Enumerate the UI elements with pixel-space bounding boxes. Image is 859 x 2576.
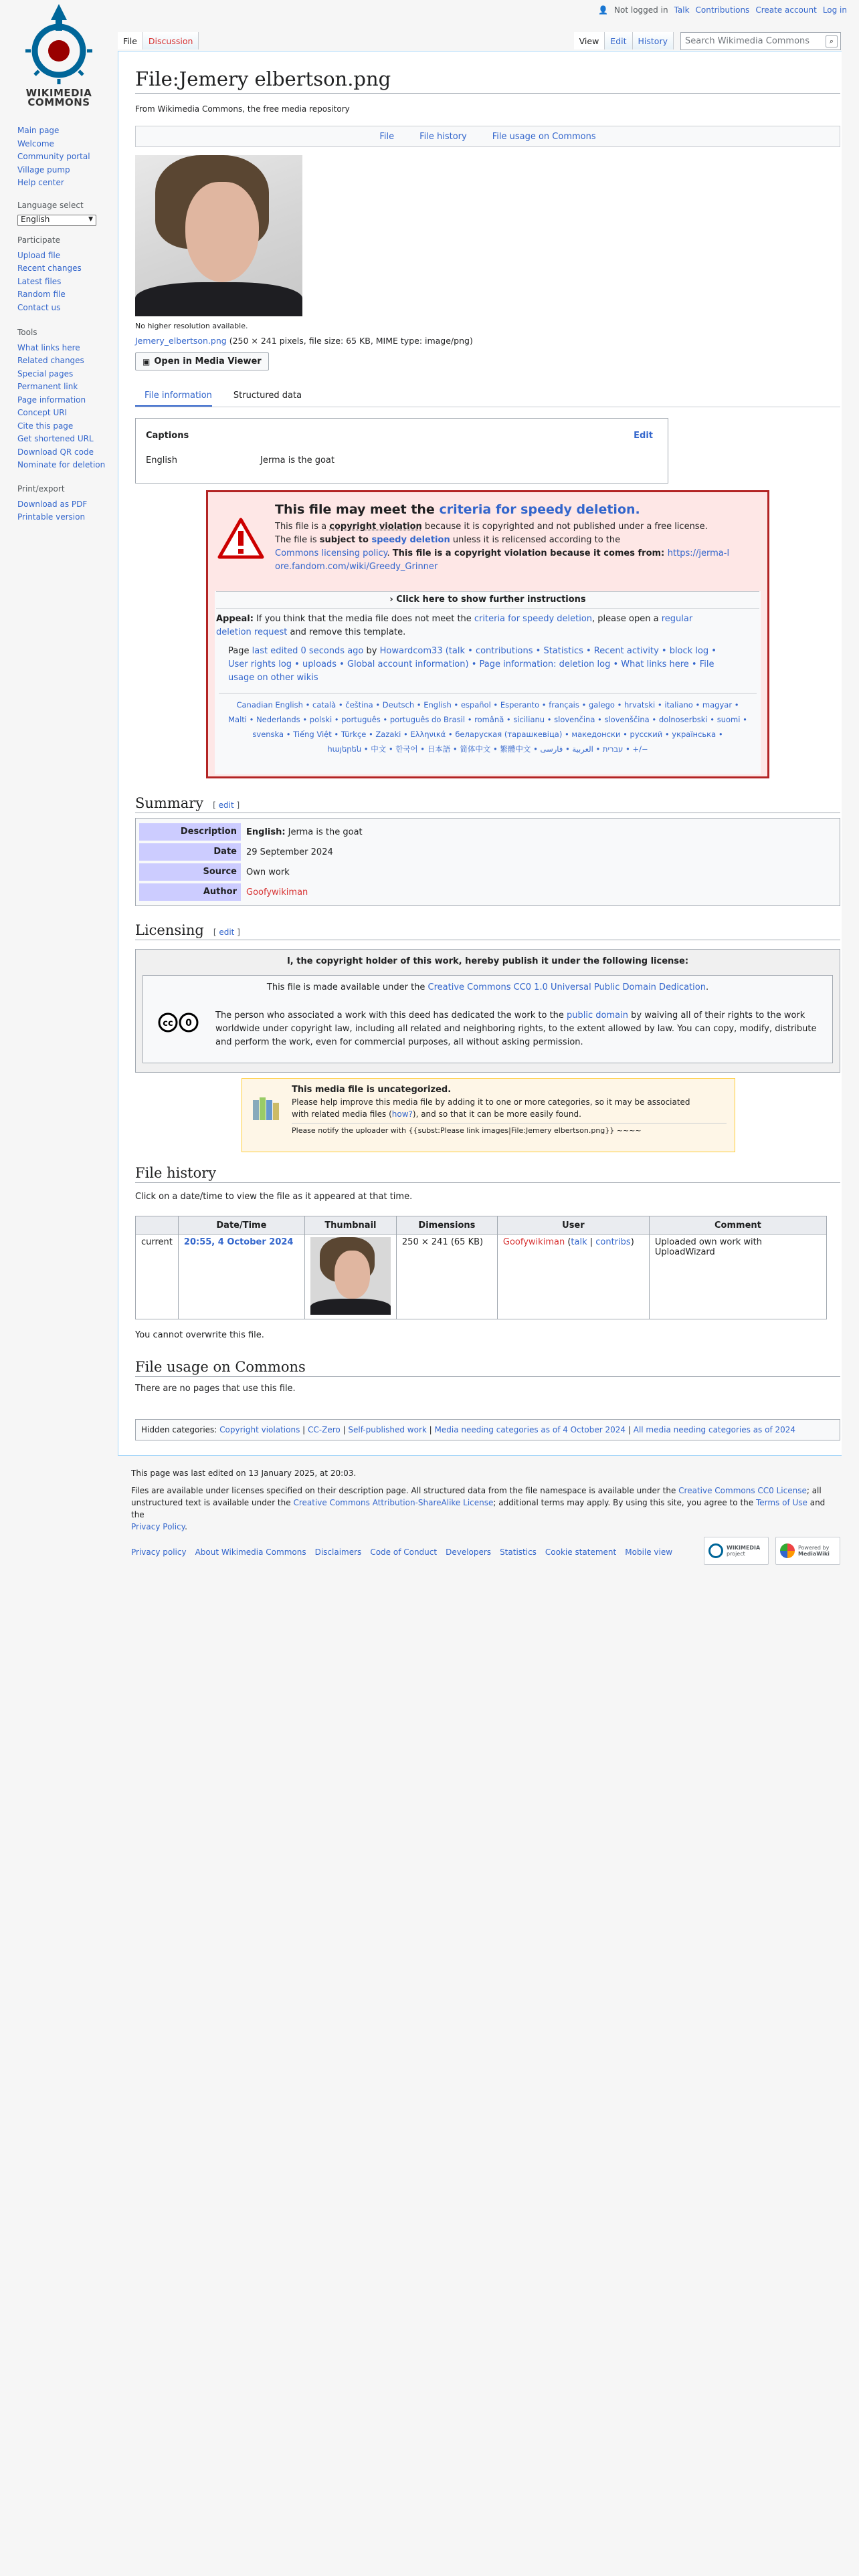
appeal-text: Appeal: If you think that the media file does not meet the criteria for speedy deletion, please open a regular deletion request and remove this template. xyxy=(216,608,759,639)
uncat-title: This media file is uncategorized. xyxy=(292,1085,452,1095)
tool-special-pages[interactable]: Special pages xyxy=(17,368,74,379)
file-info xyxy=(135,336,842,346)
site-logo[interactable] xyxy=(21,0,96,106)
licensing-policy-link[interactable]: Commons licensing policy xyxy=(275,548,387,558)
captions-title: Captions xyxy=(146,431,189,441)
nav-upload-file[interactable]: Upload file xyxy=(17,250,61,260)
uncat-line2: with related media files (how?), and so that it can be more easily found. xyxy=(292,1109,581,1119)
footer-disclaimers[interactable]: Disclaimers xyxy=(314,1547,362,1557)
caption-text: Jerma is the goat xyxy=(260,455,335,465)
history-contribs-link[interactable]: contribs xyxy=(595,1237,631,1247)
nav-contact-us[interactable]: Contact us xyxy=(17,302,61,312)
structured-tabs xyxy=(135,391,840,407)
captions-edit-button[interactable]: Edit xyxy=(634,431,653,441)
history-status: current xyxy=(136,1235,179,1319)
print-download-pdf[interactable]: Download as PDF xyxy=(17,499,88,509)
uncat-notify: Please notify the uploader with {{subst:Please link images|File:Jemery elbertson.png}} ~~~~ xyxy=(292,1123,727,1137)
footer-developers[interactable]: Developers xyxy=(446,1547,492,1557)
source-url-link-cont[interactable]: ore.fandom.com/wiki/Greedy_Grinner xyxy=(275,562,438,572)
nav-random-file[interactable]: Random file xyxy=(17,290,66,299)
history-thumbnail[interactable] xyxy=(310,1237,391,1315)
public-domain-link[interactable]: public domain xyxy=(567,1010,628,1021)
nav-recent-changes[interactable]: Recent changes xyxy=(17,263,82,273)
toc-file-usage[interactable]: File usage on Commons xyxy=(492,131,596,142)
file-image[interactable] xyxy=(135,155,302,316)
no-higher-res-note: No higher resolution available. xyxy=(135,322,248,330)
license-header: I, the copyright holder of this work, hereby publish it under the following license: xyxy=(286,956,689,966)
wikimedia-badge[interactable]: WIKIMEDIA project xyxy=(704,1537,769,1565)
mediawiki-logo-icon xyxy=(780,1543,795,1558)
nav-portal xyxy=(17,124,111,190)
history-user-link[interactable]: Goofywikiman xyxy=(502,1237,565,1247)
chevron-right-icon: › xyxy=(389,595,393,605)
tab-file-information[interactable]: File information xyxy=(135,391,212,407)
footer xyxy=(131,1467,840,1558)
speedy-criteria-link[interactable]: criteria for speedy deletion. xyxy=(439,502,640,517)
author-link[interactable]: Goofywikiman xyxy=(246,887,308,897)
open-media-viewer-label: Open in Media Viewer xyxy=(154,356,262,366)
caption-lang: English xyxy=(146,455,177,465)
tool-related-changes[interactable]: Related changes xyxy=(17,356,84,365)
source-url-link[interactable]: https://jerma-l xyxy=(667,548,730,558)
speedy-line-2: The file is subject to speedy deletion unless it is relicensed according to the xyxy=(275,535,621,545)
not-logged-in: Not logged in xyxy=(614,5,668,15)
wikimedia-logo-icon xyxy=(708,1543,723,1558)
language-links xyxy=(219,693,757,756)
history-datetime-link[interactable]: 20:55, 4 October 2024 xyxy=(183,1237,294,1247)
category-link[interactable]: All media needing categories as of 2024 xyxy=(633,1425,796,1434)
tool-qr-code[interactable]: Download QR code xyxy=(17,447,94,457)
category-link[interactable]: Copyright violations xyxy=(219,1425,300,1434)
speedy-body xyxy=(275,503,757,574)
logo-text: WIKIMEDIA COMMONS xyxy=(25,87,92,108)
toc-file-history[interactable]: File history xyxy=(419,131,467,142)
summary-table xyxy=(135,818,840,906)
tool-page-information[interactable]: Page information xyxy=(17,395,86,405)
chevron-down-icon: ▼ xyxy=(88,216,93,223)
history-user: Goofywikiman (talk | contribs) xyxy=(497,1235,649,1319)
speedy-line-3: Commons licensing policy. This file is a copyright violation because it comes from: https://jerma-l xyxy=(275,548,730,558)
nav-help-center[interactable]: Help center xyxy=(17,178,64,187)
tab-file[interactable]: File xyxy=(118,32,143,49)
tab-view[interactable]: View xyxy=(574,32,605,49)
main-content xyxy=(118,51,842,1456)
speedy-details xyxy=(215,591,761,774)
participate-portal xyxy=(17,234,111,314)
footer-about[interactable]: About Wikimedia Commons xyxy=(195,1547,306,1557)
participate-heading: Participate xyxy=(17,235,61,245)
search-placeholder: Search Wikimedia Commons xyxy=(685,36,810,46)
tab-structured-data[interactable]: Structured data xyxy=(233,391,302,401)
print-heading: Print/export xyxy=(17,484,65,494)
summary-heading: Summary [ edit ] xyxy=(135,795,840,813)
personal-talk-link[interactable]: Talk xyxy=(674,5,690,15)
toc-file[interactable]: File xyxy=(379,131,395,142)
language-portal xyxy=(17,199,111,226)
history-talk-link[interactable]: talk xyxy=(571,1237,587,1247)
user-icon: 👤 xyxy=(598,5,609,15)
privacy-link[interactable]: Privacy Policy xyxy=(131,1522,185,1531)
speedy-title: This file may meet the criteria for speedy deletion. xyxy=(275,502,640,517)
cc0-license-link[interactable]: Creative Commons CC0 License xyxy=(678,1486,807,1495)
footer-badges xyxy=(704,1537,840,1565)
licensing-edit-link[interactable]: edit xyxy=(219,928,235,937)
footer-cookie-statement[interactable]: Cookie statement xyxy=(545,1547,617,1557)
search-input[interactable] xyxy=(680,32,841,50)
file-history-table: Date/Time Thumbnail Dimensions User Comment current 20:55, 4 October 2024 250 × 241 (65 KB) Goofywikiman (talk | contribs) Uploaded own work with UploadWizard xyxy=(135,1216,827,1319)
summary-row-date: Date 29 September 2024 xyxy=(139,843,836,861)
file-history-heading: File history xyxy=(135,1165,840,1183)
nav-welcome[interactable]: Welcome xyxy=(17,138,54,148)
cc0-link[interactable]: Creative Commons CC0 1.0 Universal Public Domain Dedication xyxy=(427,982,706,992)
cc0-line: This file is made available under the Creative Commons CC0 1.0 Universal Public Domain Dedication. xyxy=(266,982,709,992)
summary-edit-link[interactable]: edit xyxy=(218,800,234,810)
personal-contributions-link[interactable]: Contributions xyxy=(695,5,750,15)
language-links-line[interactable]: Canadian English • català • čeština • Deutsch • English • español • Esperanto • français • galego • hrvatski • italiano • magyar • xyxy=(236,700,739,710)
footer-code-of-conduct[interactable]: Code of Conduct xyxy=(370,1547,438,1557)
last-edited-link[interactable]: last edited 0 seconds ago xyxy=(252,646,364,656)
language-select[interactable] xyxy=(17,215,96,226)
footer-mobile-view[interactable]: Mobile view xyxy=(625,1547,673,1557)
license-inner xyxy=(142,975,833,1063)
file-usage-text: There are no pages that use this file. xyxy=(135,1384,296,1394)
how-link[interactable]: how? xyxy=(391,1109,413,1119)
tool-nominate-deletion[interactable]: Nominate for deletion xyxy=(17,460,106,469)
category-link[interactable]: CC-Zero xyxy=(308,1425,341,1434)
language-links-line[interactable]: հայերեն • 中文 • 한국어 • 日本語 • 简体中文 • 繁體中文 • עברית • العربية • فارسی • +/− xyxy=(327,744,648,754)
file-link[interactable]: Jemery_elbertson.png xyxy=(135,336,227,346)
speedy-line-1: This file is a copyright violation because it is copyrighted and not published under a free license. xyxy=(275,522,708,532)
captions-box xyxy=(135,418,668,484)
nav-latest-files[interactable]: Latest files xyxy=(17,276,62,286)
editor-user-link[interactable]: Howardcom33 xyxy=(379,646,443,656)
category-link[interactable]: Media needing categories as of 4 October 2024 xyxy=(434,1425,626,1434)
nav-main-page[interactable]: Main page xyxy=(17,126,60,135)
licensing-heading: Licensing [ edit ] xyxy=(135,922,840,940)
footer-privacy-policy[interactable]: Privacy policy xyxy=(131,1547,187,1557)
file-toc xyxy=(135,126,840,147)
site-subtitle: From Wikimedia Commons, the free media repository xyxy=(135,104,350,114)
file-usage-heading: File usage on Commons xyxy=(135,1359,840,1377)
svg-text:cc: cc xyxy=(163,1018,173,1029)
namespace-tabs xyxy=(118,32,199,49)
search-icon[interactable]: ⌕ xyxy=(826,35,838,47)
tab-history[interactable]: History xyxy=(633,32,674,49)
tools-heading: Tools xyxy=(17,328,37,337)
category-link[interactable]: Self-published work xyxy=(348,1425,427,1434)
tab-discussion[interactable]: Discussion xyxy=(143,32,199,49)
image-icon: ▣ xyxy=(142,356,151,366)
language-links-line[interactable]: svenska • Tiếng Việt • Türkçe • Zazaki • Ελληνικά • беларуская (тарашкевіца) • македонски • русский • українська • xyxy=(252,730,723,739)
tool-what-links-here[interactable]: What links here xyxy=(17,342,80,352)
speedy-meta: Page last edited 0 seconds ago by Howardcom33 (talk • contributions • Statistics • Recent activity • block log • User rights log • uploads • Global account information) • Page information: deletion log • What links here • File usage on other wikis xyxy=(228,646,717,683)
nav-village-pump[interactable]: Village pump xyxy=(17,165,70,175)
nav-community-portal[interactable]: Community portal xyxy=(17,152,90,161)
meta-links-line[interactable]: User rights log • uploads • Global account information) • Page information: deletion log • What links here • File xyxy=(228,659,714,669)
warning-icon xyxy=(217,518,264,559)
license-body: The person who associated a work with this deed has dedicated the work to the public domain by waiving all of their rights to the work worldwide under copyright law, including all related and neighboring rights, to the extent allowed by law. You can copy, modify, distribute and perform the work, even for commercial purposes, all without asking permission. xyxy=(215,1010,817,1047)
footer-last-edited: This page was last edited on 13 January 2025, at 20:03. xyxy=(131,1469,357,1478)
print-portal xyxy=(17,483,111,524)
file-history-intro: Click on a date/time to view the file as it appeared at that time. xyxy=(135,1192,413,1202)
speedy-deletion-notice xyxy=(206,490,769,778)
tab-edit[interactable]: Edit xyxy=(605,32,632,49)
print-printable-version[interactable]: Printable version xyxy=(17,512,86,522)
cc-logo-icon xyxy=(158,1012,199,1036)
usage-other-wikis-link[interactable]: usage on other wikis xyxy=(228,673,318,683)
personal-tools xyxy=(598,5,847,15)
table-row xyxy=(136,1235,827,1319)
uncategorized-notice xyxy=(242,1078,735,1152)
tools-portal xyxy=(17,326,111,472)
log-in-link[interactable]: Log in xyxy=(822,5,847,15)
language-select-value: English xyxy=(21,215,50,225)
footer-license: Files are available under licenses specified on their description page. All structured data from the file namespace is available under the Creative Commons CC0 License; all unstructured text is available under the Creative Commons Attribution-ShareAlike License; additional terms may apply. By using this site, you agree to the Terms of Use and the Privacy Policy. xyxy=(131,1486,826,1531)
summary-row-source: Source Own work xyxy=(139,863,836,881)
criteria-link[interactable]: criteria for speedy deletion xyxy=(474,614,593,624)
uncat-line1: Please help improve this media file by adding it to one or more categories, so it may be associated xyxy=(292,1097,690,1107)
editor-tools-links[interactable]: (talk • contributions • Statistics • Recent activity • block log • xyxy=(442,646,717,656)
history-comment: Uploaded own work with UploadWizard xyxy=(649,1235,826,1319)
commons-logo-icon xyxy=(21,0,96,87)
language-links-line[interactable]: Malti • Nederlands • polski • português • português do Brasil • română • sicilianu • slovenčina • slovenščina • dolnoserbski • suomi • xyxy=(228,715,747,724)
page-title: File:Jemery elbertson.png xyxy=(135,68,840,94)
cc-by-sa-link[interactable]: Creative Commons Attribution-ShareAlike License xyxy=(293,1498,494,1507)
copyright-violation-term: copyright violation xyxy=(329,522,422,532)
svg-text:0: 0 xyxy=(185,1018,192,1029)
summary-row-description: Description English: Jerma is the goat xyxy=(139,823,836,841)
hidden-categories: Hidden categories: Copyright violations | CC-Zero | Self-published work | Media needing categories as of 4 October 2024 | All media needing categories as of 2024 xyxy=(135,1419,840,1440)
show-instructions-toggle[interactable]: › Click here to show further instructions xyxy=(216,591,759,608)
tool-cite-page[interactable]: Cite this page xyxy=(17,421,74,431)
deletion-request-link[interactable]: deletion request xyxy=(216,627,288,637)
view-tabs xyxy=(574,32,841,50)
mediawiki-badge[interactable]: Powered by MediaWiki xyxy=(775,1537,840,1565)
license-box xyxy=(135,949,840,1073)
speedy-deletion-link[interactable]: speedy deletion xyxy=(371,535,450,545)
books-icon xyxy=(252,1095,281,1124)
language-heading: Language select xyxy=(17,201,84,210)
tool-concept-uri[interactable]: Concept URI xyxy=(17,408,68,417)
summary-row-author: Author Goofywikiman xyxy=(139,883,836,901)
overwrite-note: You cannot overwrite this file. xyxy=(135,1330,264,1340)
tool-shortened-url[interactable]: Get shortened URL xyxy=(17,434,94,443)
footer-statistics[interactable]: Statistics xyxy=(500,1547,537,1557)
open-media-viewer-button[interactable] xyxy=(135,352,269,370)
file-meta: (250 × 241 pixels, file size: 65 KB, MIME type: image/png) xyxy=(229,336,473,346)
tool-permanent-link[interactable]: Permanent link xyxy=(17,382,78,391)
terms-link[interactable]: Terms of Use xyxy=(755,1498,807,1507)
history-dimensions: 250 × 241 (65 KB) xyxy=(396,1235,497,1319)
create-account-link[interactable]: Create account xyxy=(755,5,817,15)
regular-link[interactable]: regular xyxy=(661,614,693,624)
